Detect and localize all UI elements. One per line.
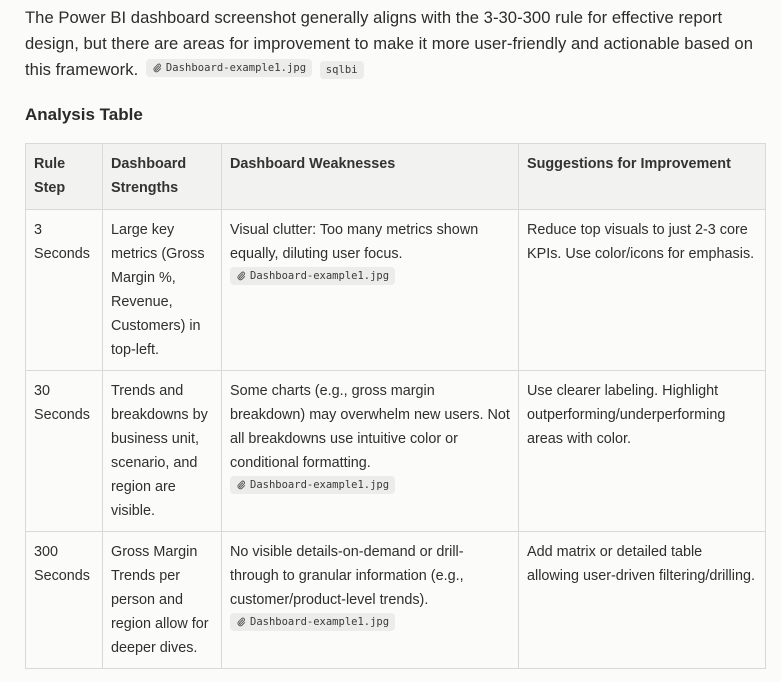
response-content <box>25 5 775 125</box>
paperclip-icon <box>236 271 246 281</box>
cell-strengths: Trends and breakdowns by business unit, scenario, and region are visible. <box>103 371 222 532</box>
column-header: Dashboard Strengths <box>103 144 222 210</box>
intro-text: The Power BI dashboard screenshot generally aligns with the 3-30-300 rule for effective report design, but there are areas for improvement to make it more user-friendly and actionable based on this framework. <box>25 8 753 79</box>
cell-weaknesses <box>222 371 519 532</box>
citation-chip-label: Dashboard-example1.jpg <box>250 270 390 282</box>
paperclip-icon <box>236 617 246 627</box>
citation-chip-source[interactable] <box>320 61 364 79</box>
column-header: Dashboard Weaknesses <box>222 144 519 210</box>
citation-chip-image[interactable] <box>146 59 312 77</box>
cell-weaknesses <box>222 210 519 371</box>
table-row <box>26 210 766 371</box>
citation-chip-label: Dashboard-example1.jpg <box>250 479 390 491</box>
citation-chip-image[interactable] <box>230 267 395 285</box>
citation-chip-label: Dashboard-example1.jpg <box>250 616 390 628</box>
cell-suggestions: Use clearer labeling. Highlight outperforming/underperforming areas with color. <box>519 371 766 532</box>
intro-paragraph <box>25 5 775 83</box>
cell-suggestions: Add matrix or detailed table allowing user-driven filtering/drilling. <box>519 532 766 669</box>
cell-strengths: Gross Margin Trends per person and region allow for deeper dives. <box>103 532 222 669</box>
table-row <box>26 371 766 532</box>
citation-chip-label: Dashboard-example1.jpg <box>165 62 307 74</box>
paperclip-icon <box>152 63 162 73</box>
column-header: Rule Step <box>26 144 103 210</box>
cell-rule-step: 300 Seconds <box>26 532 103 669</box>
cell-rule-step: 30 Seconds <box>26 371 103 532</box>
cell-weaknesses <box>222 532 519 669</box>
analysis-table <box>25 143 766 669</box>
column-header: Suggestions for Improvement <box>519 144 766 210</box>
table-header-row <box>26 144 766 210</box>
citation-chip-label: sqlbi <box>325 64 358 76</box>
paperclip-icon <box>236 480 246 490</box>
table-row <box>26 532 766 669</box>
section-heading: Analysis Table <box>25 105 143 124</box>
cell-rule-step: 3 Seconds <box>26 210 103 371</box>
weakness-text: Visual clutter: Too many metrics shown equally, diluting user focus. <box>230 222 479 262</box>
citation-chip-image[interactable] <box>230 613 395 631</box>
cell-suggestions: Reduce top visuals to just 2-3 core KPIs. Use color/icons for emphasis. <box>519 210 766 371</box>
cell-strengths: Large key metrics (Gross Margin %, Revenue, Customers) in top-left. <box>103 210 222 371</box>
weakness-text: No visible details-on-demand or drill-through to granular information (e.g., customer/product-level trends). <box>230 544 464 608</box>
citation-chip-image[interactable] <box>230 476 395 494</box>
weakness-text: Some charts (e.g., gross margin breakdown) may overwhelm new users. Not all breakdowns use intuitive color or conditional formatting. <box>230 383 510 471</box>
